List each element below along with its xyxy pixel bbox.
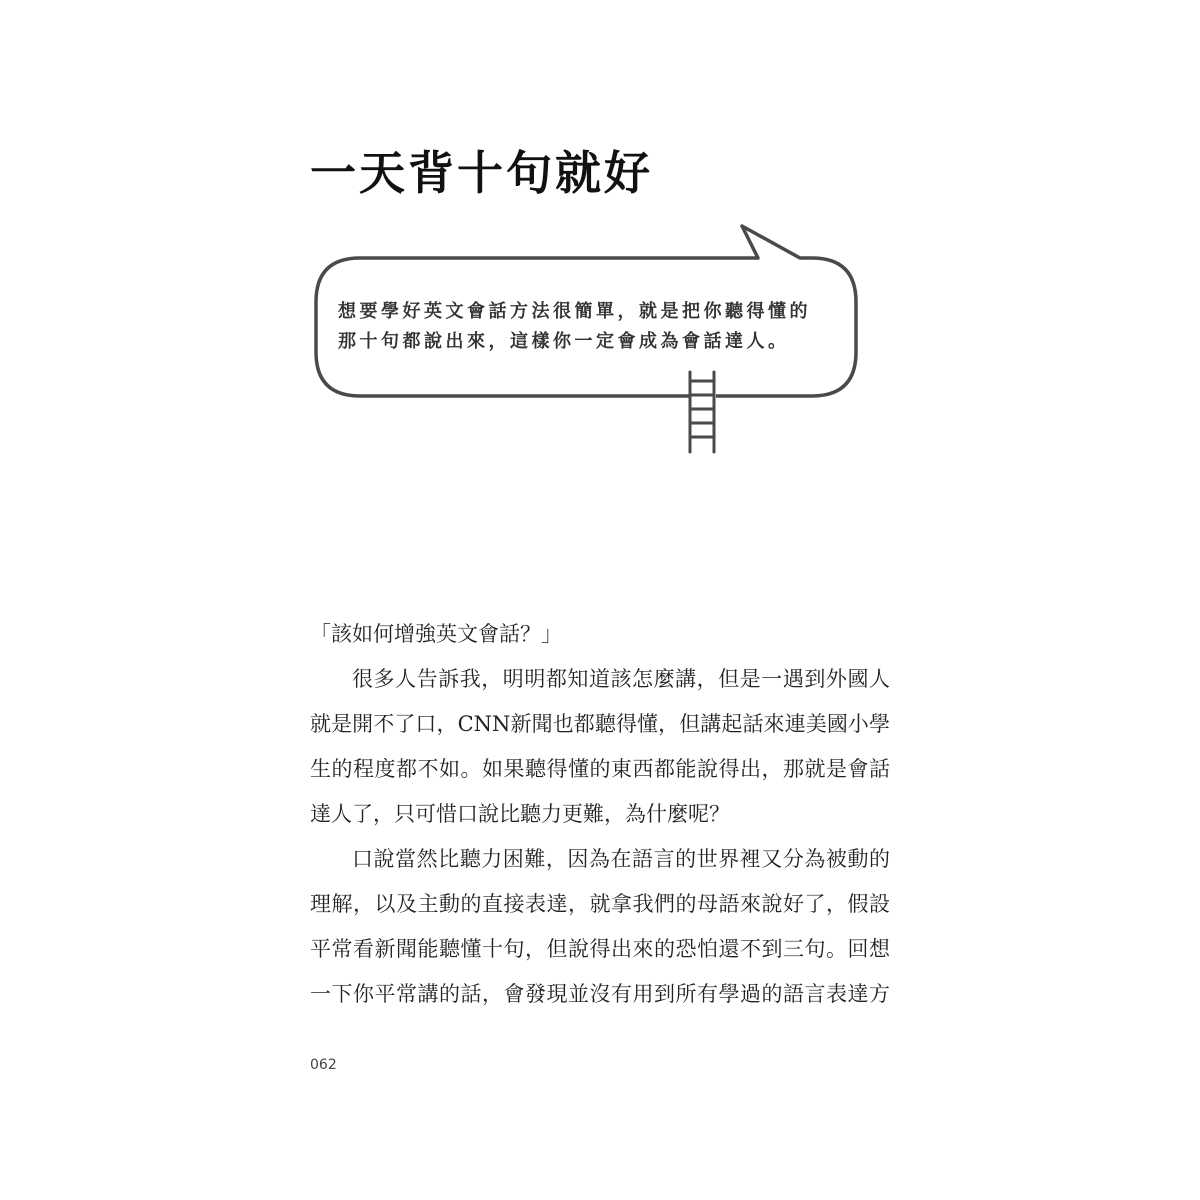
body-line: 很多人告訴我，明明都知道該怎麼講，但是一遇到外國人 (352, 667, 890, 691)
body-line: 口說當然比聽力困難，因為在語言的世界裡又分為被動的 (352, 847, 890, 871)
speech-bubble-text (338, 297, 848, 357)
body-paragraphs (310, 612, 890, 1017)
chapter-title: 一天背十句就好 (310, 146, 653, 200)
body-line: 生的程度都不如。如果聽得懂的東西都能說得出，那就是會話 (310, 757, 890, 781)
body-line-question: 「該如何增強英文會話？」 (310, 622, 562, 646)
bubble-line: 那十句都說出來，這樣你一定會成為會話達人。 (338, 331, 790, 352)
body-line: 就是開不了口，CNN新聞也都聽得懂，但講起話來連美國小學 (310, 712, 890, 736)
body-line: 一下你平常講的話，會發現並沒有用到所有學過的語言表達方 (310, 982, 890, 1006)
page-number: 062 (310, 1057, 337, 1073)
body-line: 平常看新聞能聽懂十句，但說得出來的恐怕還不到三句。回想 (310, 937, 890, 961)
body-line: 理解，以及主動的直接表達，就拿我們的母語來說好了，假設 (310, 892, 890, 916)
body-line: 達人了，只可惜口說比聽力更難，為什麼呢？ (310, 802, 730, 826)
bubble-line: 想要學好英文會話方法很簡單，就是把你聽得懂的 (338, 301, 811, 322)
